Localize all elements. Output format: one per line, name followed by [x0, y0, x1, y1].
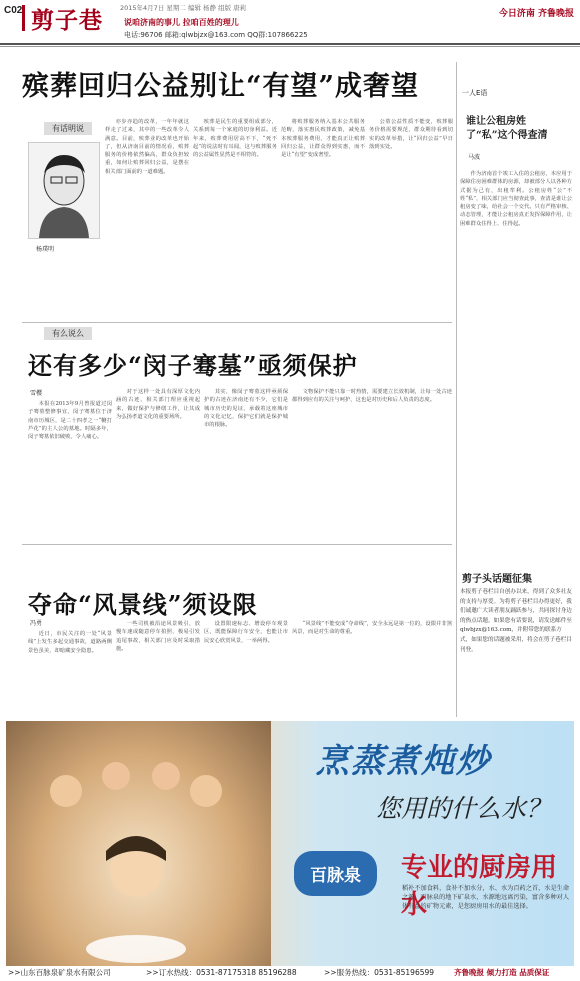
article1-col1	[105, 118, 189, 318]
article3-col4-text: “风景线”不能变成“夺命线”，安全永远是第一位的，设限并非煞风景，而是对生命的尊重。	[292, 621, 452, 636]
article3-col1-text: 近日，市民关注的一处“风景线”上发生多起交通事故，道路两侧景色虽美，却暗藏安全隐患。	[28, 631, 112, 654]
paper-name: 今日济南 齐鲁晚报	[498, 9, 574, 19]
ad-footer	[6, 966, 574, 979]
ad-question: 您用的什么水？	[376, 794, 552, 823]
call-text: 本报剪子巷栏目自创办以来，得到了众多社友的支持与厚爱。为将剪子巷栏目办得更好，我们诚邀广大读者朋友踊跃参与，共同探讨身边的热点话题。如果您有话要说，请发送邮件至qlwbjzx@163.com，并附带您的联系方式，如果您的话题被采用，将会在剪子巷栏目刊登。	[460, 589, 572, 653]
article2-col3-text: 其实，像闵子骞墓这样亟须保护的古迹在济南还有不少，它们是城市历史的见证，承载着这座城市的文化记忆，保护它们就是保护城市的根脉。	[204, 389, 288, 429]
ad-service-hotline: >>服务热线：0531-85196599	[324, 968, 435, 977]
article1-kicker: 有话明说	[44, 122, 92, 135]
article2-author: 雪樱	[30, 390, 43, 397]
header-rule-thin	[0, 46, 580, 47]
column-slogan: 说咱济南的事儿 拉咱百姓的理儿	[124, 18, 239, 27]
article3-col3-text: 设置限速标志、增设停车观景区，既能保障行车安全，也能让市民安心欣赏风景，一举两得。	[204, 621, 288, 644]
article1-author: 杨璞明	[36, 246, 55, 253]
article1-col3-text: 将殡葬服务纳入基本公共服务范畴，落实惠民殡葬政策，减免基本殡葬服务费用，才能真正让殡葬回归公益，让群众得到实惠，而不是让“有望”变成奢望。	[281, 119, 365, 159]
column-title-bar	[22, 5, 25, 31]
header-rule	[0, 43, 580, 45]
ad-headline: 烹蒸煮炖炒	[316, 741, 491, 780]
article1-col3	[281, 118, 365, 318]
water-advertisement[interactable]	[6, 721, 574, 967]
ad-company: >>山东百脉泉矿泉水有限公司	[8, 968, 111, 977]
article2-col4-text: 文物保护不能只靠一时热情，需要建立长效机制，让每一处古迹都得到应有的关注与呵护，这也是对历史和后人负责的态度。	[292, 389, 452, 404]
family-dinner-photo	[6, 721, 271, 967]
article1-col4-text: 公墓公益性质不能变，殡葬服务价格需要规范，群众期待看到切实的改革举措，让“回归公益”早日落到实处。	[369, 119, 453, 150]
article2-headline: 还有多少“闵子骞墓”亟须保护	[28, 351, 358, 380]
author-portrait	[28, 142, 100, 239]
article2-col2	[116, 388, 200, 538]
article1-col2-text: 殡葬是民生的重要组成部分，关系到每一个家庭的切身利益。近年来，殡葬费用居高不下，“死不起”的说法时有耳闻，这与殡葬服务的公益属性显然是不相符的。	[193, 119, 277, 159]
section-divider-2	[22, 544, 452, 545]
sidebar-divider	[456, 62, 457, 717]
sidebar-kicker: 一人E语	[462, 89, 488, 97]
article2-col2-text: 对于这样一处具有深厚文化内涵的古迹，相关部门理应重视起来，做好保护与修缮工作，让其成为弘扬孝道文化的重要场所。	[116, 389, 200, 420]
article1-col1-text: 亦步亦趋的改革，一年年就这样走了过来，其中的一些改革令人满意。目前，殡葬业的改革也开始了，但从济南目前的情况看，殡葬服务的价格依然偏高，群众负担较重，如何让殡葬回归公益，是摆在相关部门面前的一道难题。	[105, 119, 189, 175]
article3-author: 冯勇	[30, 620, 43, 627]
call-title: 剪子头话题征集	[462, 574, 532, 585]
article3-headline: 夺命“风景线”须设限	[28, 590, 258, 619]
contact-info: 电话:96706 邮箱:qlwbjzx@163.com QQ群:107866225	[124, 31, 308, 39]
article2-col3	[204, 388, 288, 538]
article3-col4	[292, 620, 452, 716]
ad-description: 稻补不加食料，食补不加水分，水、水为百药之首，水是生命之源，百脉泉的地下矿泉水，水源地远离污染，富含多种对人体有益的矿物元素，是您厨房用水的最佳选择。	[402, 885, 570, 910]
ad-order-hotline: >>订水热线：0531-87175318 85196288	[146, 968, 297, 977]
column-title-block	[22, 2, 112, 34]
column-title: 剪子巷	[31, 6, 103, 34]
article3-col2	[116, 620, 200, 716]
article2-col1	[28, 400, 112, 538]
sidebar-title: 谁让公租房姓了“私”这个得查清	[466, 116, 548, 141]
ad-slogan: 专业的厨房用水	[401, 853, 558, 920]
family-photo-icon	[6, 721, 271, 967]
portrait-illustration-icon	[29, 143, 99, 238]
issue-date: 2015年4月7日 星期二 编辑 杨静 组版 唐莉	[120, 4, 247, 12]
article2-col1-text: 本报在2013年9月曾报道过闵子骞墓整修事宜，闵子骞墓位于济南市历城区，是二十四孝之一“鞭打芦花”的主人公的墓地。时隔多年，闵子骞墓依旧破败，令人痛心。	[28, 401, 112, 441]
page-number: C02	[4, 5, 23, 16]
article3-col3	[204, 620, 288, 716]
section-divider	[22, 322, 452, 323]
ad-guarantee: 齐鲁晚报 倾力打造 品质保证	[454, 968, 550, 977]
sidebar-text	[460, 170, 572, 565]
sidebar-text-body: 作为济南首个竣工入住的公租房，本应用于保障住房困难群体的房源，却被部分人以各种方式据为己有，出租牟利。公租房姓“公”不姓“私”，相关部门应当彻查此事，查清是谁让公租房变了味，给社会一个交代。只有严格审核、动态管理，才能让公租房真正发挥保障作用，让困难群众住得上、住得起。	[460, 171, 572, 227]
article3-col1	[28, 630, 112, 716]
article2-kicker: 有么说么	[44, 327, 92, 340]
ad-brand-logo: 百脉泉	[294, 851, 377, 896]
article1-col2	[193, 118, 277, 318]
article1-headline: 殡葬回归公益别让“有望”成奢望	[22, 71, 420, 102]
article3-col2-text: 一些司机被沿途风景吸引，放慢车速或随意停车拍照，极易引发追尾事故，相关部门应及时采取措施。	[116, 621, 200, 652]
article2-col4	[292, 388, 452, 538]
sidebar-author: 马波	[468, 154, 481, 161]
article1-col4	[369, 118, 453, 318]
